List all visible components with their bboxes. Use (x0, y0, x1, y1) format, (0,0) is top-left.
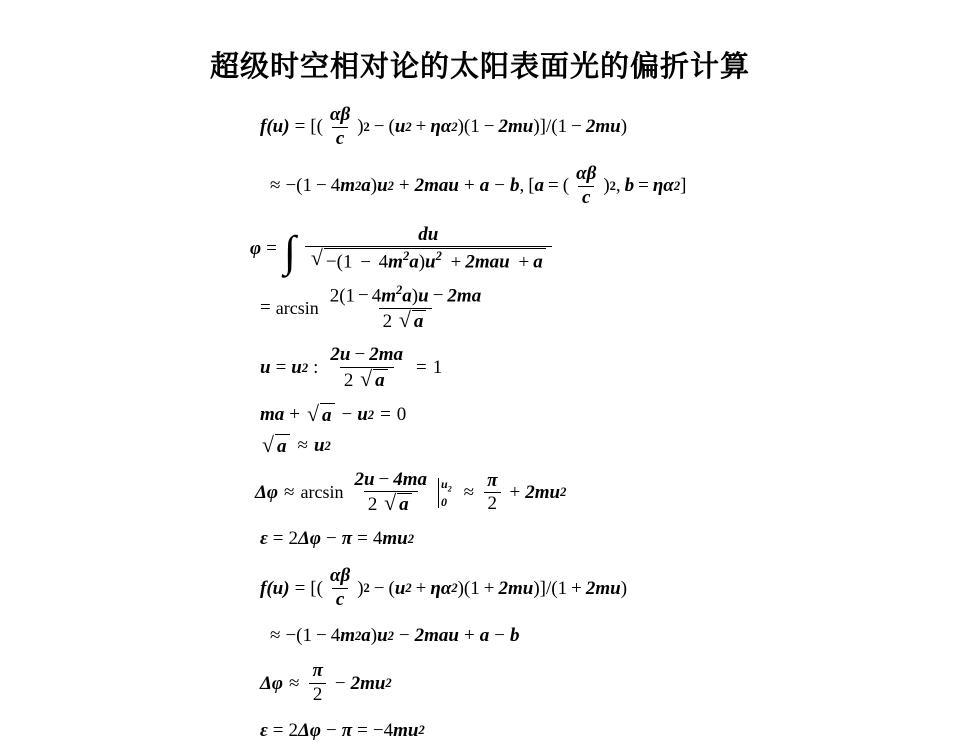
equation-2: ≈ −(1 − 4 m 2 a ) u 2 + 2mau + a − b , [ a = ( $\frac{\alpha\beta}{c}$ ) 2 , b = ηα 2 ] (270, 162, 687, 208)
equation-6: ma + √ a − u 2 = 0 (260, 401, 407, 426)
equation-list (250, 105, 910, 748)
equation-8: Δφ ≈ arcsin 2u − 4ma 2 √ a $u_2$ 0 ≈ $\frac{\pi}{2}$ + 2mu 2 (255, 468, 567, 516)
page-title: 超级时空相对论的太阳表面光的偏折计算 (209, 49, 750, 83)
equation-9: ε = 2 Δφ − π = 4 mu 2 (260, 528, 414, 550)
equation-7: √ a ≈ u 2 (262, 432, 331, 457)
equation-13: ε = 2 Δφ − π = −4 mu 2 (260, 719, 425, 741)
equation-5: u = u 2 : 2u − 2ma 2 √ a = 1 (260, 343, 443, 391)
equation-10: f (u) = [( $\frac{\alpha\beta}{c}$ ) 2 − ( u 2 + ηα 2 )(1 + 2mu )]/(1 + 2mu ) (260, 565, 628, 611)
equation-11: ≈ −(1 − 4 m 2 a ) u 2 − 2mau + a − b (270, 625, 520, 647)
equation-12: Δφ ≈ $\frac{\pi}{2}$ − 2mu 2 (260, 660, 392, 706)
evaluation-bounds: $u_2$ 0 (438, 478, 452, 508)
equation-1: f (u) = [( $\frac{\alpha\beta}{c}$ ) 2 − ( u 2 + ηα 2 )(1 − 2mu )]/(1 − 2mu ) (260, 104, 628, 149)
equation-3: φ = ∫ du √ $-(1 - 4m^2a)u^2 + 2mau + a$ (250, 225, 910, 274)
equation-4: = arcsin $2(1 - 4m^2a)u - 2ma$ 2 √ a (260, 282, 482, 332)
